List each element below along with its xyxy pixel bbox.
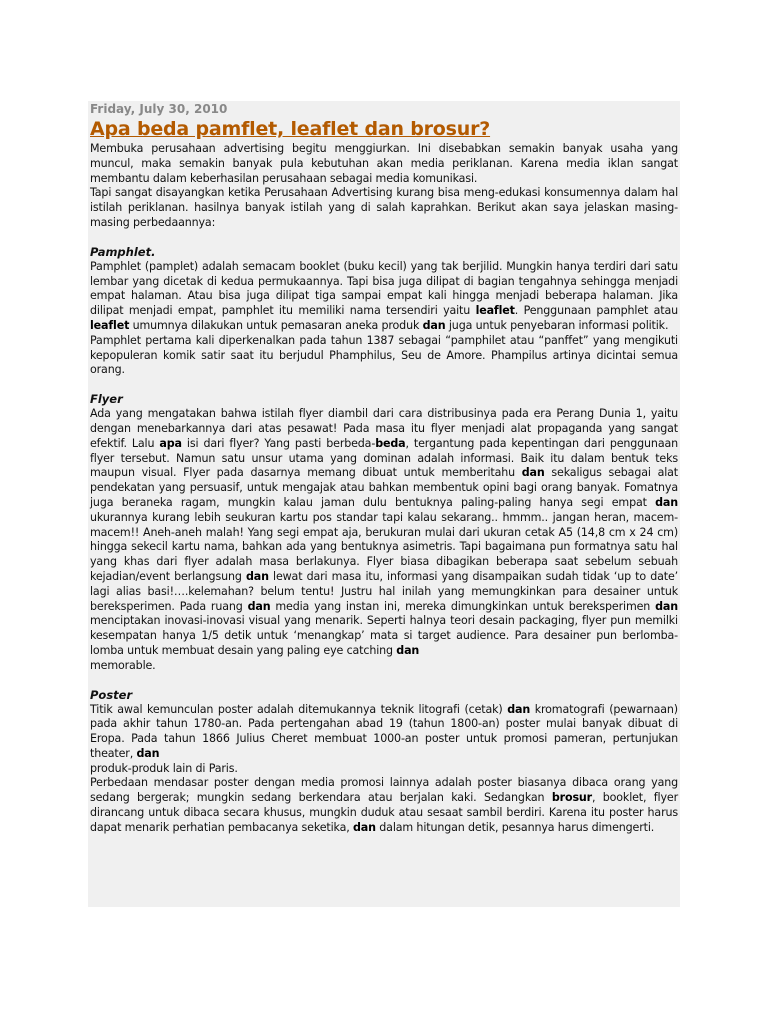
spacer	[90, 231, 678, 245]
keyword-dan: dan	[507, 702, 531, 716]
keyword-leaflet: leaflet	[475, 304, 515, 318]
keyword-dan: dan	[521, 466, 545, 480]
keyword-dan: dan	[247, 599, 271, 613]
keyword-leaflet: leaflet	[90, 318, 130, 332]
pamphlet-heading: Pamphlet.	[90, 244, 156, 259]
flyer-heading: Flyer	[90, 392, 123, 407]
blog-post	[88, 101, 680, 907]
intro-paragraph-1: Membuka perusahaan advertising begitu menggiurkan. Ini disebabkan semakin banyak usaha yang muncul, maka semakin banyak pula kebutuhan akan media periklanan. Karena media iklan sangat membantu dalam keberhasilan perusahaan sebagai media komunikasi.	[90, 142, 678, 185]
poster-paragraph-1-end: produk-produk lain di Paris.	[90, 761, 238, 775]
keyword-dan: dan	[136, 746, 160, 760]
keyword-dan: dan	[422, 318, 446, 332]
spacer	[90, 674, 678, 688]
post-date: Friday, July 30, 2010	[90, 102, 228, 116]
keyword-beda: beda	[375, 436, 406, 450]
keyword-dan: dan	[245, 569, 269, 583]
keyword-dan: dan	[655, 599, 678, 613]
poster-paragraph-2: Perbedaan mendasar poster dengan media promosi lainnya adalah poster biasanya dibaca orang yang sedang bergerak; mungkin sedang berkendara atau berjalan kaki. Sedangkan brosur, booklet, flyer dirancang untuk dibaca secara khusus, mungkin duduk atau sesaat sambil berdiri. Karena itu poster harus dapat menarik perhatian pembacanya seketika, dan dalam hitungan detik, pesannya harus dimengerti.	[90, 776, 678, 834]
keyword-apa: apa	[159, 436, 182, 450]
poster-paragraph-1: Titik awal kemunculan poster adalah ditemukannya teknik litografi (cetak) dan kromatografi (pewarnaan) pada akhir tahun 1780-an. Pada pertengahan abad 19 (tahun 1800-an) poster mulai banyak dibuat di Eropa. Pada tahun 1866 Julius Cheret membuat 1000-an poster untuk promosi pameran, pertunjukan theater, dan	[90, 702, 678, 760]
pamphlet-paragraph-2: Pamphlet pertama kali diperkenalkan pada tahun 1387 sebagai “pamphilet atau “panffet” yang mengikuti kepopuleran komik satir saat itu berjudul Phamphilus, Seu de Amore. Phampilus artinya dicintai semua orang.	[90, 333, 678, 377]
intro-paragraph-2: Tapi sangat disayangkan ketika Perusahaan Advertising kurang bisa meng-edukasi konsumennya dalam hal istilah periklanan. hasilnya banyak istilah yang di salah kaprahkan. Berikut akan saya jelaskan masing-masing perbedaannya:	[90, 186, 678, 229]
poster-heading: Poster	[90, 687, 133, 702]
keyword-dan: dan	[396, 643, 420, 657]
keyword-brosur: brosur	[551, 791, 592, 805]
flyer-paragraph-end: memorable.	[90, 658, 156, 672]
post-title-link[interactable]: Apa beda pamflet, leaflet dan brosur?	[90, 118, 491, 140]
spacer	[90, 378, 678, 392]
flyer-paragraph: Ada yang mengatakan bahwa istilah flyer diambil dari cara distribusinya pada era Perang Dunia 1, yaitu dengan menebarkannya dari atas pesawat! Pada masa itu flyer menjadi alat propaganda yang sangat efektif. Lalu apa isi dari flyer? Yang pasti berbeda-beda, tergantung pada kepentingan dari penggunaan flyer tersebut. Namun satu unsur utama yang dominan adalah informasi. Baik itu dalam bentuk teks maupun visual. Flyer pada dasarnya memang dibuat untuk memberitahu dan sekaligus sebagai alat pendekatan yang persuasif, untuk mengajak atau bahkan membentuk opini bagi orang banyak. Fomatnya juga beraneka ragam, mungkin kalau jaman dulu bentuknya paling-paling hanya segi empat dan ukurannya kurang lebih seukuran kartu pos standar tapi kalau sekarang.. hmmm.. jangan heran, macem-macem!! Aneh-aneh malah! Yang segi empat aja, berukuran mulai dari ukuran cetak A5 (14,8 cm x 24 cm) hingga sekecil kartu nama, bahkan ada yang bentuknya asimetris. Tapi bagaimana pun formatnya satu hal yang khas dari flyer adalah masa berlakunya. Flyer biasa dibagikan beberapa saat sebelum sebuah kejadian/event berlangsung dan lewat dari masa itu, informasi yang disampaikan sudah tidak ‘up to date’ lagi alias basi!….kelemahan? belum tentu! Justru hal inilah yang memungkinkan para desainer untuk bereksperimen. Pada ruang dan media yang instan ini, mereka dimungkinkan untuk bereksperimen dan menciptakan inovasi-inovasi visual yang menarik. Seperti halnya teori desain packaging, flyer pun memilki kesempatan hanya 1/5 detik untuk ‘menangkap’ mata si target audience. Para desainer pun berlomba-lomba untuk membuat desain yang paling eye catching dan	[90, 407, 679, 657]
keyword-dan: dan	[655, 495, 678, 509]
pamphlet-paragraph-1: Pamphlet (pamplet) adalah semacam booklet (buku kecil) yang tak berjilid. Mungkin hanya terdiri dari satu lembar yang dicetak di kedua permukaannya. Tapi bisa juga dilipat di bagian tengahnya sehingga menjadi empat halaman. Atau bisa juga dilipat tiga sampai empat kali hingga menjadi beberapa halaman. Jika dilipat menjadi empat, pamphlet itu memiliki nama tersendiri yaitu leaflet. Penggunaan pamphlet atau leaflet umumnya dilakukan untuk pemasaran aneka produk dan juga untuk penyebaran informasi politik.	[90, 259, 678, 332]
keyword-dan: dan	[353, 820, 376, 834]
